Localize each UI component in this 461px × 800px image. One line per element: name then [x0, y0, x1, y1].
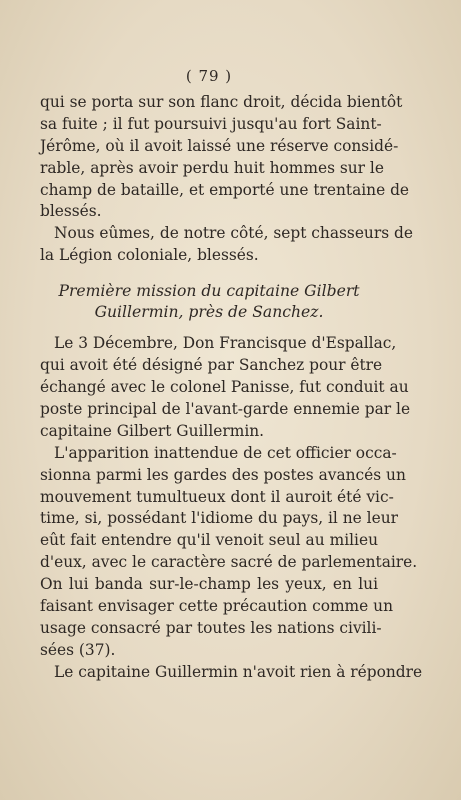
- paragraph-2: [40, 223, 413, 267]
- heading-line: Guillermin, près de Sanchez.: [94, 303, 324, 322]
- text-line: blessés.: [40, 202, 102, 221]
- text-line: eût fait entendre qu'il venoit seul au milieu: [40, 531, 378, 550]
- text-line: L'apparition inattendue de cet officier occa-: [54, 443, 397, 462]
- text-line: rable, après avoir perdu huit hommes sur le: [40, 158, 384, 177]
- text-line: mouvement tumultueux dont il auroit été vic-: [40, 487, 394, 506]
- text-line: capitaine Gilbert Guillermin.: [40, 421, 265, 440]
- text-line: champ de bataille, et emporté une trentaine de: [40, 180, 410, 199]
- paragraph-3: [40, 333, 411, 443]
- paragraph-4: [40, 443, 418, 662]
- text-line: On lui banda sur-le-champ les yeux, en lui: [40, 575, 378, 594]
- text-line: sa fuite ; il fut poursuivi jusqu'au fort Saint-: [40, 114, 382, 133]
- text-line: usage consacré par toutes les nations civili-: [40, 618, 382, 637]
- page-number: ( 79 ): [185, 67, 233, 85]
- text-line: sionna parmi les gardes des postes avancés un: [40, 465, 406, 484]
- paragraph-5: [40, 662, 423, 684]
- text-line: Jérôme, où il avoit laissé une réserve considé-: [40, 136, 399, 155]
- text-line: faisant envisager cette précaution comme un: [40, 597, 393, 616]
- text-line: Le capitaine Guillermin n'avoit rien à répondre: [54, 662, 423, 681]
- text-line: Le 3 Décembre, Don Francisque d'Espallac,: [54, 334, 397, 353]
- text-block: [40, 66, 423, 684]
- section-heading: [40, 281, 378, 323]
- text-line: d'eux, avec le caractère sacré de parlementaire.: [40, 553, 418, 572]
- text-line: sées (37).: [40, 640, 116, 659]
- text-line: la Légion coloniale, blessés.: [40, 246, 259, 265]
- text-line: time, si, possédant l'idiome du pays, il ne leur: [40, 509, 398, 528]
- text-line: Nous eûmes, de notre côté, sept chasseurs de: [54, 224, 413, 243]
- heading-line: Première mission du capitaine Gilbert: [58, 282, 360, 301]
- text-line: échangé avec le colonel Panisse, fut conduit au: [40, 377, 409, 396]
- text-line: qui se porta sur son flanc droit, décida bientôt: [40, 92, 403, 111]
- text-line: qui avoit été désigné par Sanchez pour être: [40, 356, 383, 375]
- text-line: poste principal de l'avant-garde ennemie par le: [40, 399, 411, 418]
- paragraph-1: [40, 92, 410, 223]
